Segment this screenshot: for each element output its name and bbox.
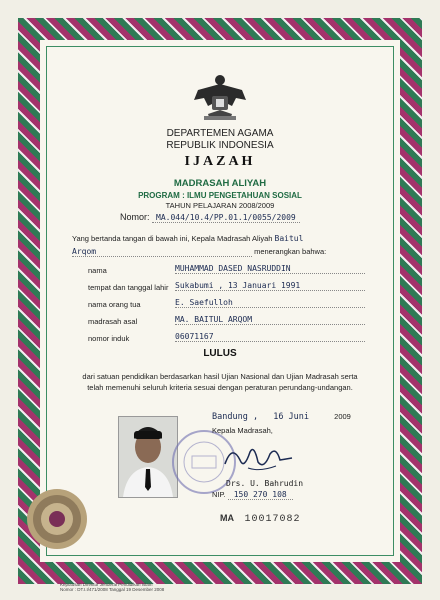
school-type: MADRASAH ALIYAH <box>173 178 267 189</box>
signature-date: Bandung , 16 Juni 2009 <box>212 412 351 422</box>
field-label-birth: tempat dan tanggal lahir <box>88 283 169 292</box>
intro-text-2: menerangkan bahwa: <box>254 247 327 256</box>
footer-line-1: Keputusan Direktur Jenderal Pendidikan Islam <box>60 582 153 587</box>
field-value-parent: E. Saefulloh <box>175 298 365 308</box>
footer-decree <box>60 582 164 592</box>
footer-line-2: Nomor : DT.I.I/471/2008 Tanggal 19 Desember 2008 <box>60 587 165 592</box>
department-heading <box>0 128 440 152</box>
result-text-1: dari satuan pendidikan berdasarkan hasil Ujian Nasional dan Ujian Madrasah serta <box>82 372 358 381</box>
field-label-student-id: nomor induk <box>88 334 130 343</box>
serial-number <box>220 508 300 526</box>
garuda-emblem-icon <box>190 70 250 124</box>
field-label-origin-school: madrasah asal <box>88 317 138 326</box>
certificate-number <box>120 212 300 222</box>
signer-nip <box>212 490 293 499</box>
signature-day: 16 Juni <box>273 412 310 422</box>
program-name: PROGRAM : ILMU PENGETAHUAN SOSIAL <box>138 191 302 200</box>
country-name: REPUBLIK INDONESIA <box>166 140 274 151</box>
serial-prefix: MA <box>220 513 234 523</box>
nip-value: 150 270 108 <box>228 490 293 500</box>
handwritten-signature <box>220 440 300 474</box>
number-label: Nomor: <box>120 212 150 222</box>
result-status: LULUS <box>203 348 237 359</box>
field-value-origin-school: MA. BAITUL ARQOM <box>175 315 365 325</box>
hologram-seal-icon <box>26 488 88 550</box>
field-value-birth: Sukabumi , 13 Januari 1991 <box>175 281 365 291</box>
signature-year: 2009 <box>334 412 351 421</box>
field-value-name: MUHAMMAD DASED NASRUDDIN <box>175 264 365 274</box>
academic-year: TAHUN PELAJARAN 2008/2009 <box>165 201 275 210</box>
serial-value: 10017082 <box>244 514 301 525</box>
field-value-student-id: 06071167 <box>175 332 365 342</box>
person-silhouette-icon <box>119 417 177 497</box>
field-label-name: nama <box>88 266 107 275</box>
result-text-2: telah memenuhi seluruh kriteria sesuai dengan peraturan perundang-undangan. <box>87 383 353 392</box>
signature-place: Bandung <box>212 412 248 422</box>
number-value: MA.044/10.4/PP.01.1/0055/2009 <box>152 213 300 223</box>
document-title: IJAZAH <box>184 154 256 169</box>
intro-line-1 <box>72 234 303 243</box>
intro-line-2 <box>72 247 326 257</box>
school-name-part1: Baitul <box>274 234 304 243</box>
signer-name: Drs. U. Bahrudin <box>226 479 304 488</box>
field-label-parent: nama orang tua <box>88 300 141 309</box>
school-name-part2: Arqom <box>72 247 252 257</box>
signature-role: Kepala Madrasah, <box>212 426 273 435</box>
nip-label: NIP. <box>212 490 226 499</box>
student-photo <box>118 416 178 498</box>
intro-text: Yang bertanda tangan di bawah ini, Kepala Madrasah Aliyah <box>72 234 273 243</box>
department-name: DEPARTEMEN AGAMA <box>166 128 274 139</box>
